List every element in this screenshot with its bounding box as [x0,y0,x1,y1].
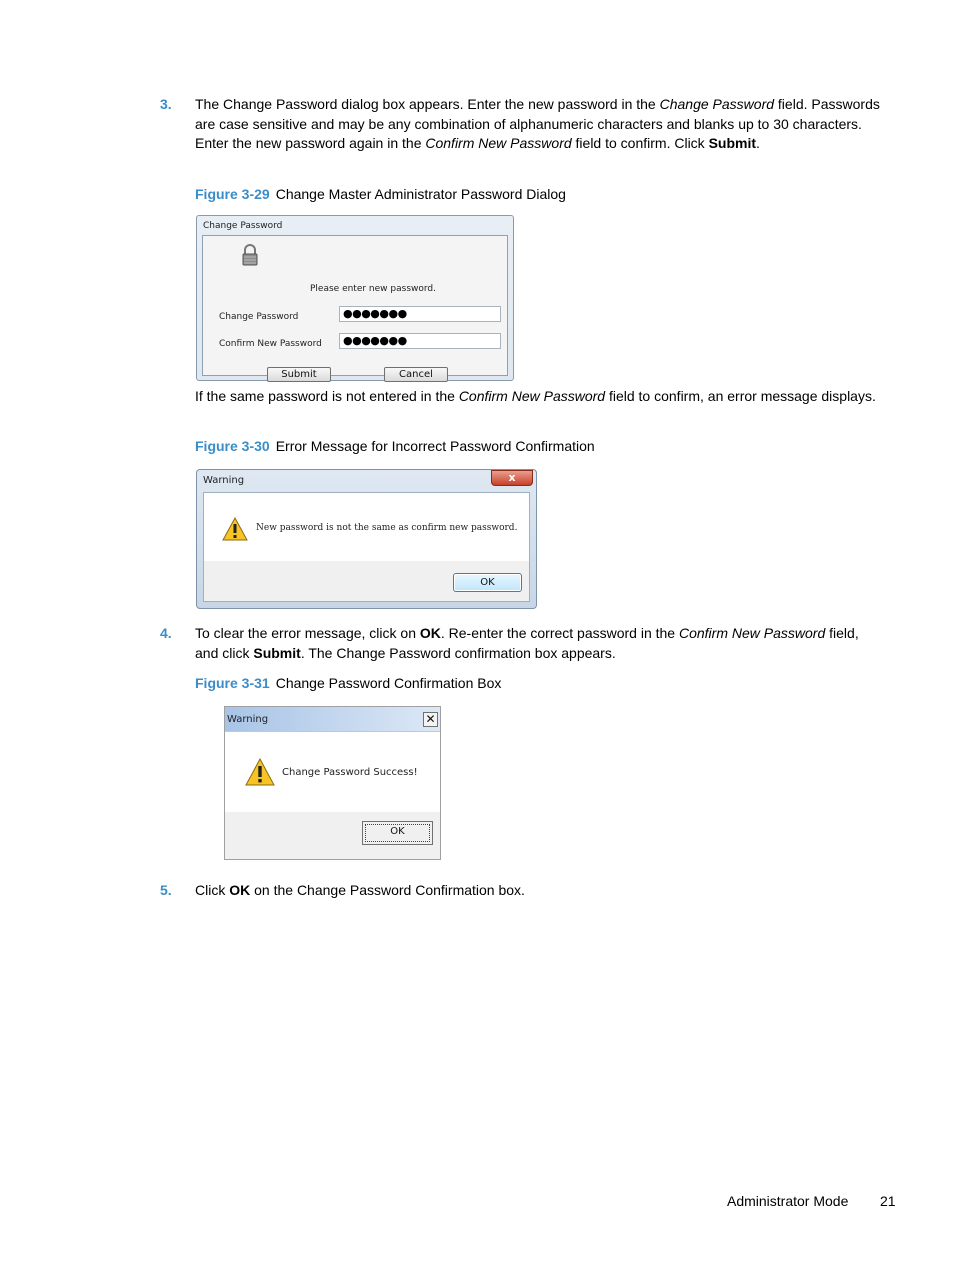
confirm-password-input[interactable]: ●●●●●●● [339,333,501,349]
lock-icon [241,244,259,266]
dialog-prompt: Please enter new password. [310,284,436,294]
confirm-password-label: Confirm New Password [219,339,322,349]
figure-caption [195,674,501,693]
figure-caption [195,437,595,456]
submit-button[interactable]: Submit [267,367,331,382]
close-button[interactable]: ✕ [423,712,438,727]
change-password-dialog [196,215,514,381]
warning-icon [245,758,275,786]
step-number: 3. [160,96,172,112]
figure-label: Figure 3-30 [195,438,270,454]
cancel-button[interactable]: Cancel [384,367,448,382]
success-dialog [224,706,441,860]
figure-title: Change Master Administrator Password Dialog [275,186,566,202]
step-5-text: Click OK on the Change Password Confirmation box. [195,882,525,898]
dialog-body [202,235,508,380]
title-bar [225,707,440,732]
dialog-title: Warning [203,475,245,486]
step-number: 5. [160,882,172,898]
ok-button[interactable]: OK [453,573,522,592]
step-4-text: To clear the error message, click on OK. Re-enter the correct password in the Confirm New Password field, and click Submit. The Change Password confirmation box appears. [195,625,859,661]
success-message: Change Password Success! [282,767,418,778]
change-password-input[interactable]: ●●●●●●● [339,306,501,322]
figure-caption [195,185,566,204]
figure-label: Figure 3-31 [195,675,270,691]
step-number: 4. [160,625,172,641]
error-message: New password is not the same as confirm new password. [256,523,518,533]
dialog-title: Warning [227,714,269,725]
warning-icon [222,517,248,541]
dialog-title: Change Password [203,221,283,231]
figure-title: Error Message for Incorrect Password Confirmation [275,438,595,454]
step-3-text: The Change Password dialog box appears. Enter the new password in the Change Password field. Passwords are case sensitive and may be any combination of alphanumeric characters and blanks up to 30 characters. Enter the new password again in the Confirm New Password field to confirm. Click Submit. [195,96,880,151]
ok-button[interactable]: OK [362,821,433,845]
dialog-body [203,492,530,602]
page-number: 21 [880,1193,896,1209]
warning-error-dialog [196,469,537,609]
dialog-body [225,732,440,812]
figure-label: Figure 3-29 [195,186,270,202]
close-button[interactable]: x [491,470,533,486]
note-text: If the same password is not entered in the Confirm New Password field to confirm, an error message displays. [195,388,876,404]
change-password-label: Change Password [219,312,299,322]
footer-section: Administrator Mode [727,1193,849,1209]
figure-title: Change Password Confirmation Box [275,675,502,691]
